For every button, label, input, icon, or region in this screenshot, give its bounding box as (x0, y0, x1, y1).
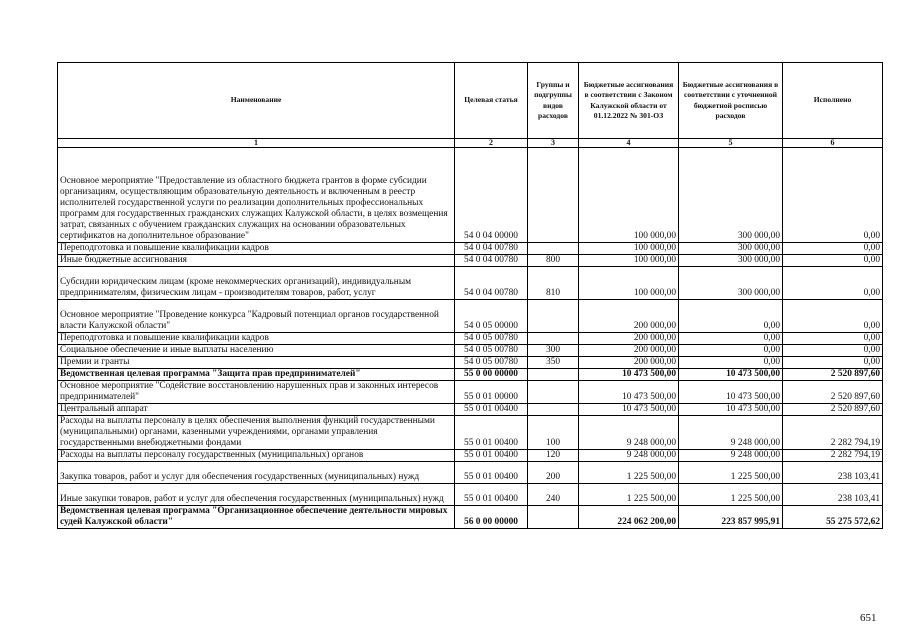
row-refined-allocation: 10 473 500,00 (679, 369, 783, 381)
table-row (58, 267, 883, 300)
row-law-allocation: 200 000,00 (579, 345, 679, 357)
row-name: Социальное обеспечение и иные выплаты населению (58, 345, 455, 357)
row-target-article: 54 0 04 00000 (455, 148, 528, 243)
row-executed: 0,00 (783, 333, 883, 345)
row-target-article: 54 0 05 00780 (455, 357, 528, 369)
row-law-allocation: 1 225 500,00 (579, 462, 679, 484)
row-refined-allocation: 300 000,00 (679, 267, 783, 300)
row-name: Иные бюджетные ассигнования (58, 255, 455, 267)
table-row (58, 484, 883, 506)
table-row (58, 404, 883, 416)
row-expense-group (528, 404, 579, 416)
row-executed: 2 520 897,60 (783, 381, 883, 404)
row-expense-group (528, 381, 579, 404)
row-law-allocation: 10 473 500,00 (579, 404, 679, 416)
row-executed: 0,00 (783, 255, 883, 267)
row-target-article: 54 0 04 00780 (455, 255, 528, 267)
row-refined-allocation: 1 225 500,00 (679, 484, 783, 506)
row-expense-group: 200 (528, 462, 579, 484)
table-body (58, 148, 883, 529)
column-number: 1 (58, 139, 455, 148)
row-expense-group: 800 (528, 255, 579, 267)
row-expense-group: 350 (528, 357, 579, 369)
row-law-allocation: 200 000,00 (579, 357, 679, 369)
table-row (58, 462, 883, 484)
row-expense-group (528, 243, 579, 255)
column-number: 2 (455, 139, 528, 148)
row-name: Переподготовка и повышение квалификации кадров (58, 243, 455, 255)
row-name: Центральный аппарат (58, 404, 455, 416)
row-law-allocation: 9 248 000,00 (579, 416, 679, 450)
row-name: Расходы на выплаты персоналу государственных (муниципальных) органов (58, 450, 455, 462)
row-target-article: 54 0 04 00780 (455, 243, 528, 255)
row-target-article: 54 0 05 00780 (455, 345, 528, 357)
row-target-article: 55 0 01 00400 (455, 450, 528, 462)
row-executed: 238 103,41 (783, 484, 883, 506)
table-row (58, 450, 883, 462)
row-refined-allocation: 0,00 (679, 333, 783, 345)
table-row (58, 243, 883, 255)
row-law-allocation: 224 062 200,00 (579, 506, 679, 529)
column-number: 4 (579, 139, 679, 148)
row-target-article: 54 0 04 00780 (455, 267, 528, 300)
budget-execution-table (57, 62, 883, 529)
row-refined-allocation: 9 248 000,00 (679, 416, 783, 450)
column-number: 6 (783, 139, 883, 148)
row-target-article: 55 0 01 00400 (455, 416, 528, 450)
row-law-allocation: 100 000,00 (579, 243, 679, 255)
row-executed: 55 275 572,62 (783, 506, 883, 529)
row-executed: 0,00 (783, 267, 883, 300)
row-name: Премии и гранты (58, 357, 455, 369)
row-law-allocation: 200 000,00 (579, 300, 679, 333)
row-refined-allocation: 10 473 500,00 (679, 404, 783, 416)
header-row (58, 63, 883, 139)
row-name: Иные закупки товаров, работ и услуг для обеспечения государственных (муниципальных) нужд (58, 484, 455, 506)
row-expense-group (528, 369, 579, 381)
row-refined-allocation: 300 000,00 (679, 148, 783, 243)
row-target-article: 54 0 05 00780 (455, 333, 528, 345)
header-expense-group: Группы и подгруппы видов расходов (528, 63, 579, 139)
table-row (58, 506, 883, 529)
row-refined-allocation: 1 225 500,00 (679, 462, 783, 484)
row-expense-group (528, 506, 579, 529)
header-target-article: Целевая статья (455, 63, 528, 139)
table-row (58, 381, 883, 404)
row-law-allocation: 200 000,00 (579, 333, 679, 345)
table-row (58, 369, 883, 381)
row-executed: 2 282 794,19 (783, 450, 883, 462)
row-refined-allocation: 0,00 (679, 345, 783, 357)
row-expense-group (528, 333, 579, 345)
row-target-article: 55 0 00 00000 (455, 369, 528, 381)
row-refined-allocation: 0,00 (679, 300, 783, 333)
table-row (58, 345, 883, 357)
row-law-allocation: 10 473 500,00 (579, 369, 679, 381)
row-executed: 2 520 897,60 (783, 369, 883, 381)
row-executed: 0,00 (783, 148, 883, 243)
row-expense-group (528, 148, 579, 243)
table-row (58, 148, 883, 243)
header-executed: Исполнено (783, 63, 883, 139)
row-refined-allocation: 300 000,00 (679, 255, 783, 267)
row-executed: 0,00 (783, 300, 883, 333)
row-executed: 0,00 (783, 357, 883, 369)
row-expense-group: 300 (528, 345, 579, 357)
row-target-article: 55 0 01 00400 (455, 404, 528, 416)
row-target-article: 55 0 01 00000 (455, 381, 528, 404)
row-refined-allocation: 10 473 500,00 (679, 381, 783, 404)
page-number: 651 (860, 612, 877, 624)
header-law-allocations: Бюджетные ассигнования в соответствии с Законом Калужской области от 01.12.2022 № 301-ОЗ (579, 63, 679, 139)
row-refined-allocation: 223 857 995,91 (679, 506, 783, 529)
column-number: 5 (679, 139, 783, 148)
table-row (58, 416, 883, 450)
row-law-allocation: 100 000,00 (579, 267, 679, 300)
row-expense-group: 120 (528, 450, 579, 462)
row-refined-allocation: 0,00 (679, 357, 783, 369)
row-law-allocation: 10 473 500,00 (579, 381, 679, 404)
header-name: Наименование (58, 63, 455, 139)
table-row (58, 255, 883, 267)
row-name: Основное мероприятие "Содействие восстановлению нарушенных прав и законных интересов предпринимателей" (58, 381, 455, 404)
header-refined-allocations: Бюджетные ассигнования в соответствии с уточненной бюджетной росписью расходов (679, 63, 783, 139)
row-target-article: 54 0 05 00000 (455, 300, 528, 333)
row-name: Субсидии юридическим лицам (кроме некоммерческих организаций), индивидуальным предпринимателям, физическим лицам - производителям товаров, работ, услуг (58, 267, 455, 300)
row-law-allocation: 100 000,00 (579, 148, 679, 243)
row-executed: 238 103,41 (783, 462, 883, 484)
row-refined-allocation: 9 248 000,00 (679, 450, 783, 462)
row-target-article: 55 0 01 00400 (455, 484, 528, 506)
row-name: Расходы на выплаты персоналу в целях обеспечения выполнения функций государственными (муниципальными) органами, казенными учреждениями, органами управления государственными внебюджетными фондами (58, 416, 455, 450)
row-executed: 2 282 794,19 (783, 416, 883, 450)
row-expense-group: 240 (528, 484, 579, 506)
row-name: Переподготовка и повышение квалификации кадров (58, 333, 455, 345)
row-name: Закупка товаров, работ и услуг для обеспечения государственных (муниципальных) нужд (58, 462, 455, 484)
row-executed: 2 520 897,60 (783, 404, 883, 416)
row-expense-group (528, 300, 579, 333)
table-row (58, 357, 883, 369)
row-name: Основное мероприятие "Проведение конкурса "Кадровый потенциал органов государственной власти Калужской области" (58, 300, 455, 333)
row-name: Ведомственная целевая программа "Организационное обеспечение деятельности мировых судей Калужской области" (58, 506, 455, 529)
row-expense-group: 810 (528, 267, 579, 300)
row-executed: 0,00 (783, 243, 883, 255)
row-law-allocation: 9 248 000,00 (579, 450, 679, 462)
table-row (58, 333, 883, 345)
row-target-article: 55 0 01 00400 (455, 462, 528, 484)
row-expense-group: 100 (528, 416, 579, 450)
row-refined-allocation: 300 000,00 (679, 243, 783, 255)
row-executed: 0,00 (783, 345, 883, 357)
row-name: Основное мероприятие "Предоставление из областного бюджета грантов в форме субсидии организациям, осуществляющим образовательную деятельность и включенным в реестр исполнителей государственной услуги по реализации дополнительных профессиональных программ для государственных гражданских служащих Калужской области, в целях возмещения затрат, связанных с обучением гражданских служащих на основании образовательных сертификатов на дополнительное образование" (58, 148, 455, 243)
table-row (58, 300, 883, 333)
row-target-article: 56 0 00 00000 (455, 506, 528, 529)
column-number: 3 (528, 139, 579, 148)
column-number-row (58, 139, 883, 148)
row-name: Ведомственная целевая программа "Защита прав предпринимателей" (58, 369, 455, 381)
row-law-allocation: 100 000,00 (579, 255, 679, 267)
row-law-allocation: 1 225 500,00 (579, 484, 679, 506)
